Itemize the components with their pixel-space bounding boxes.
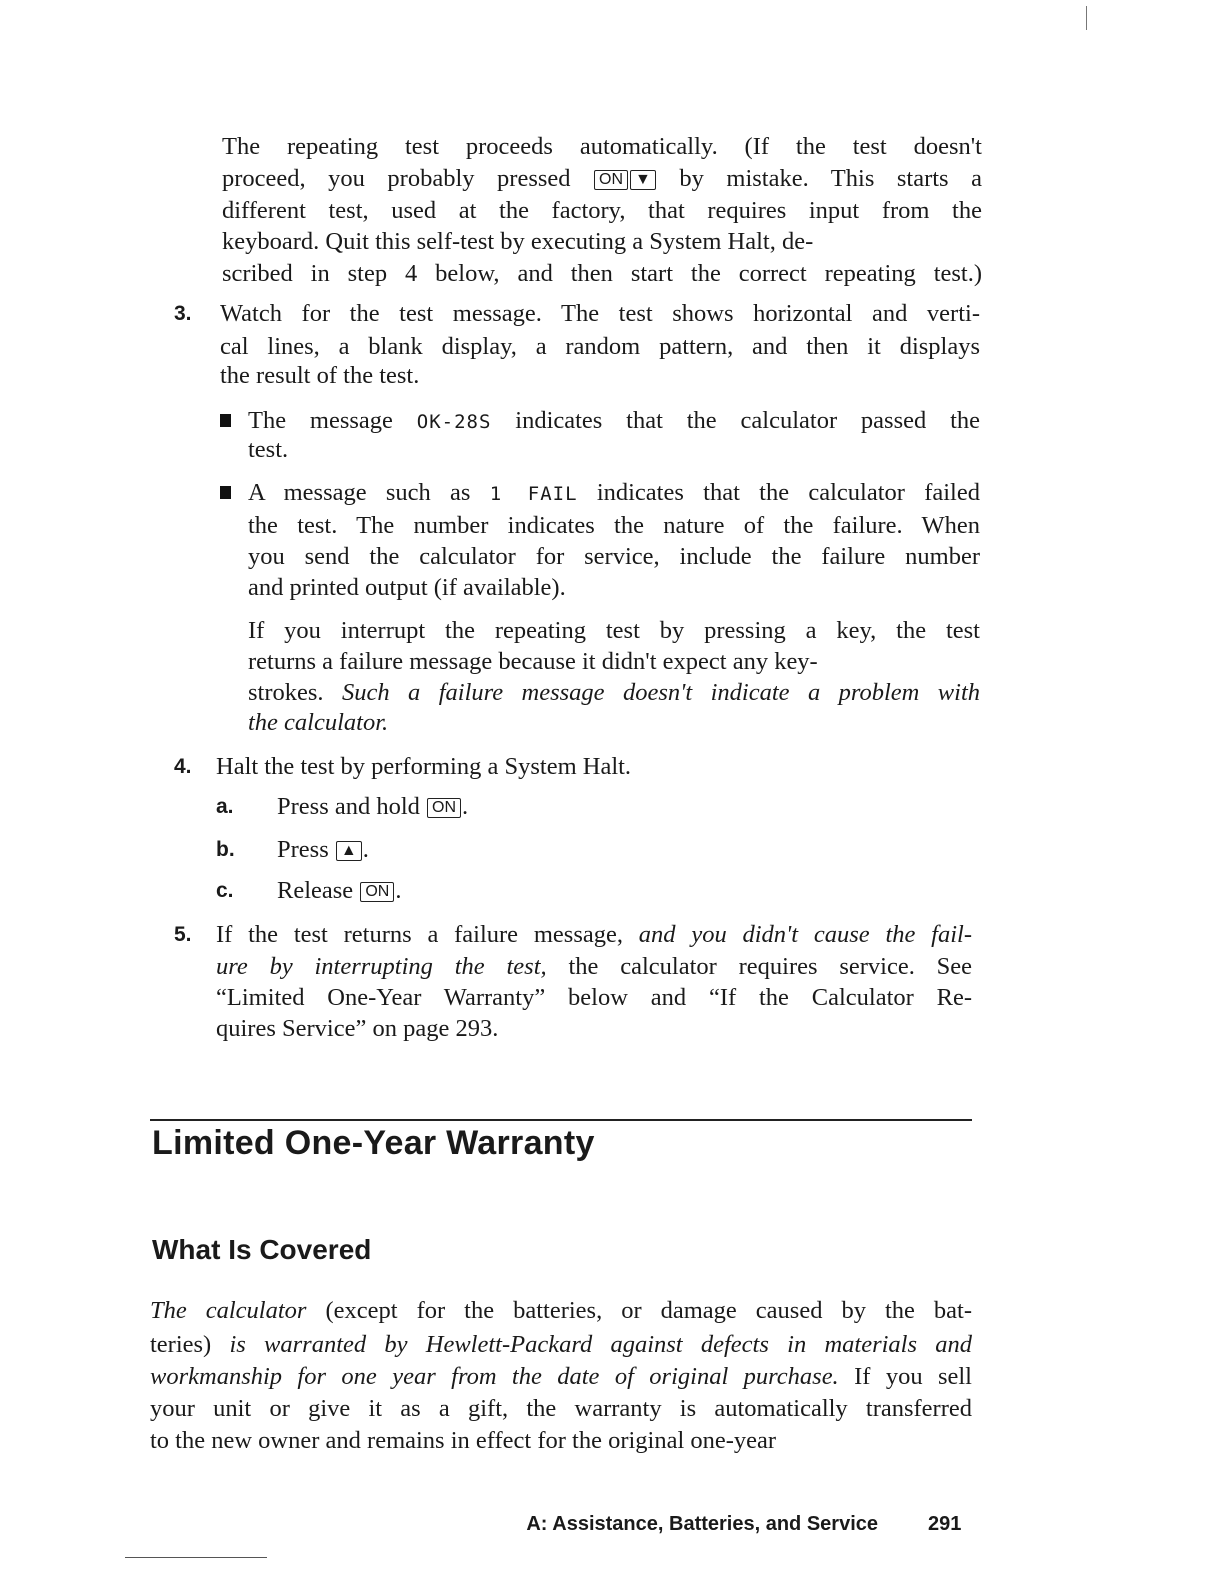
- note-line: [248, 647, 980, 677]
- bullet-line: [248, 406, 980, 436]
- intro-line: [222, 132, 982, 162]
- bullet-line: [248, 478, 980, 508]
- text: and printed output (if available).: [248, 574, 566, 601]
- substep-letter: c.: [216, 879, 234, 902]
- substep-a: [277, 792, 468, 822]
- bullet-line: [248, 511, 980, 541]
- text: scribed in step 4 below, and then start the correct repeating test.): [222, 260, 982, 287]
- text: (except for the batteries, or damage caused by the bat-: [325, 1297, 973, 1324]
- step5-line: [216, 952, 972, 982]
- text: A message such as: [248, 479, 471, 506]
- intro-line: [222, 259, 982, 289]
- text: keyboard. Quit this self-test by executing a System Halt, de-: [222, 228, 814, 255]
- scan-edge-line: [125, 1557, 267, 1558]
- text: Press and hold: [277, 793, 420, 820]
- text: the calculator requires service. See: [568, 953, 973, 980]
- up-arrow-key-icon: ▲: [336, 841, 362, 861]
- subsection-title: What Is Covered: [152, 1234, 372, 1265]
- step5-line: [216, 983, 972, 1013]
- bullet-line: [248, 573, 980, 603]
- text: the test. The number indicates the nature of the failure. When: [248, 512, 980, 539]
- text: Watch for the test message. The test shows horizontal and verti-: [220, 300, 980, 327]
- bullet-line: [248, 542, 980, 572]
- italic-text: Such a failure message doesn't indicate a problem with: [341, 679, 981, 706]
- italic-text: ure by interrupting the test,: [216, 953, 547, 980]
- page-number: 291: [928, 1513, 962, 1535]
- text: “Limited One-Year Warranty” below and “If the Calculator Re-: [216, 984, 972, 1011]
- bullet-icon: [220, 414, 231, 427]
- body-line: [150, 1296, 972, 1326]
- step3-line: [220, 332, 980, 362]
- text: different test, used at the factory, that requires input from the: [222, 197, 982, 224]
- display-code: 1 FAIL: [489, 483, 578, 505]
- intro-line: [222, 196, 982, 226]
- text: .: [395, 877, 402, 904]
- text: If you sell: [854, 1363, 972, 1390]
- text: Release: [277, 877, 354, 904]
- down-arrow-key-icon: ▼: [630, 170, 656, 190]
- substep-letter: a.: [216, 795, 234, 818]
- body-line: [150, 1426, 950, 1456]
- section-divider: [150, 1119, 972, 1121]
- step3-line: [220, 361, 980, 391]
- text: The repeating test proceeds automatically. (If the test doesn't: [222, 133, 982, 160]
- step-number: 3.: [174, 302, 192, 325]
- step3-line: [220, 299, 980, 329]
- italic-text: workmanship for one year from the date of original purchase.: [150, 1363, 839, 1390]
- italic-text: The calculator: [150, 1297, 307, 1324]
- note-line: [248, 708, 980, 738]
- text: teries): [150, 1331, 212, 1358]
- display-code: OK-28S: [416, 411, 492, 433]
- intro-line: [222, 227, 982, 257]
- text: proceed, you probably pressed: [222, 165, 571, 192]
- text: Press: [277, 836, 329, 863]
- text: If the test returns a failure message,: [216, 921, 623, 948]
- text: If you interrupt the repeating test by pressing a key, the test: [248, 617, 980, 644]
- step5-line: [216, 920, 972, 950]
- italic-text: is warranted by Hewlett-Packard against defects in materials and: [229, 1331, 972, 1358]
- text: test.: [248, 436, 289, 463]
- text: returns a failure message because it didn't expect any key-: [248, 648, 818, 675]
- substep-c: [277, 876, 401, 906]
- text: .: [362, 836, 369, 863]
- section-title: Limited One-Year Warranty: [152, 1124, 595, 1162]
- step-number: 4.: [174, 755, 192, 778]
- text: Halt the test by performing a System Halt.: [216, 753, 632, 780]
- on-key: ON: [427, 798, 461, 818]
- on-key: ON: [360, 882, 394, 902]
- text: strokes.: [248, 679, 324, 706]
- footer-chapter: A: Assistance, Batteries, and Service: [526, 1513, 878, 1535]
- note-line: [248, 616, 980, 646]
- text: indicates that the calculator passed the: [515, 407, 981, 434]
- note-line: [248, 678, 980, 708]
- text: you send the calculator for service, include the failure number: [248, 543, 980, 570]
- body-line: [150, 1330, 972, 1360]
- substep-b: [277, 835, 369, 865]
- step4-line: [216, 752, 972, 782]
- text: by mistake. This starts a: [679, 165, 982, 192]
- italic-text: the calculator.: [248, 709, 389, 736]
- body-line: [150, 1362, 972, 1392]
- on-key: ON: [594, 170, 628, 190]
- bullet-icon: [220, 486, 231, 499]
- scan-mark: [1086, 6, 1087, 30]
- text: indicates that the calculator failed: [596, 479, 980, 506]
- substep-letter: b.: [216, 838, 235, 861]
- text: the result of the test.: [220, 362, 420, 389]
- text: The message: [248, 407, 393, 434]
- text: quires Service” on page 293.: [216, 1015, 499, 1042]
- text: cal lines, a blank display, a random pattern, and then it displays: [220, 333, 980, 360]
- italic-text: and you didn't cause the fail-: [638, 921, 973, 948]
- body-line: [150, 1394, 972, 1424]
- step-number: 5.: [174, 923, 192, 946]
- text: .: [462, 793, 469, 820]
- intro-line: [222, 164, 982, 194]
- text: your unit or give it as a gift, the warranty is automatically transferred: [150, 1395, 972, 1422]
- text: to the new owner and remains in effect for the original one-year: [150, 1427, 777, 1454]
- step5-line: [216, 1014, 972, 1044]
- bullet-line: [248, 435, 980, 465]
